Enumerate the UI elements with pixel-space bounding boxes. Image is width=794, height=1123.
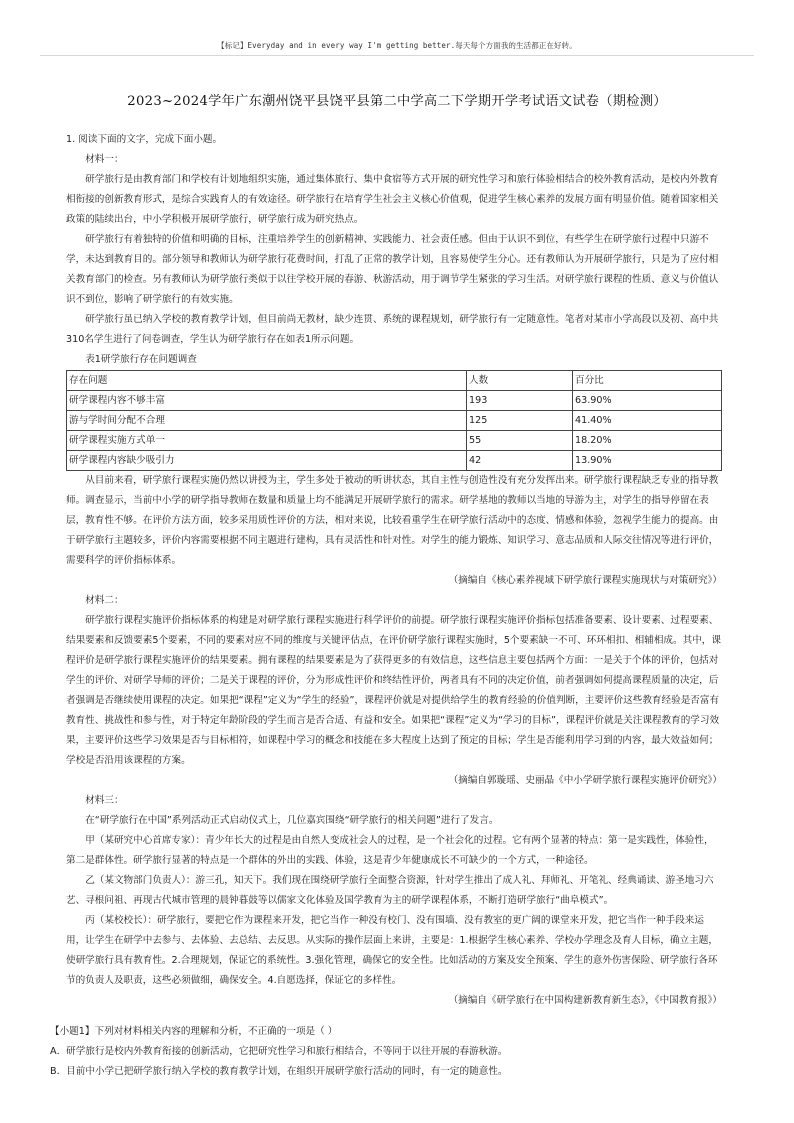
table-header-cell: 存在问题 [67, 371, 467, 391]
table-cell: 193 [467, 391, 573, 411]
question-stem: 【小题1】下列对材料相关内容的理解和分析，不正确的一项是（ ） [50, 1026, 338, 1037]
survey-table [66, 370, 722, 471]
header-motto: 【标记】Everyday and in every way I'm getting better.每天每个方面我的生活都正在好转。 [217, 41, 577, 50]
table-header-cell: 人数 [467, 371, 573, 391]
material2-paragraph: 研学旅行课程实施评价指标体系的构建是对研学旅行课程实施进行科学评价的前提。研学旅行课程实施评价指标包括准备要素、设计要素、过程要素、结果要素和反馈要素5个要素，不同的要素对应不同的维度与关键评估点，在评价研学旅行课程实施时，5个要素缺一不可、环环相扣、相辅相成。其中，课程评价是研学旅行课程实施评价的结果要素。拥有课程的结果要素是为了获得更多的有效信息，这些信息主要包括两个方面：一是关于个体的评价，包括对学生的评价、对研学导师的评价；二是关于课程的评价，分为形成性评价和终结性评价，两者具有不同的决定价值，前者强调如何提高课程质量的决定，后者强调是否继续使用课程的决定。如果把“课程”定义为“学生的经验”，课程评价就是对提供给学生的教育经验的价值判断，主要评价这些教育经验是否富有教育性、挑战性和参与性，对于特定年龄阶段的学生而言是否合适、有益和安全。如果把“课程”定义为“学习的目标”，课程评价就是关注课程教育的学习效果，主要评价这些学习效果是否与目标相符，如课程中学习的概念和技能在多大程度上达到了预定的目标；学生是否能利用学习到的内容，最大效益如何；学校是否沿用该课程的方案。 [66, 615, 721, 766]
table-row [67, 451, 722, 471]
table-cell: 42 [467, 451, 573, 471]
material2-label: 材料二： [85, 595, 124, 606]
reading-passage [66, 130, 722, 1011]
table-header-row [67, 371, 722, 391]
page-title: 2023~2024学年广东潮州饶平县饶平县第二中学高二下学期开学考试语文试卷（期检测） [127, 94, 667, 109]
material3-source: （摘编自《研学旅行在中国构建新教育新生态》，《中国教育报》） [448, 995, 722, 1006]
table-caption: 表1研学旅行存在问题调查 [85, 354, 197, 365]
table-cell: 研学课程内容缺少吸引力 [67, 451, 467, 471]
material1-paragraph: 研学旅行有着独特的价值和明确的目标，注重培养学生的创新精神、实践能力、社会责任感。但由于认识不到位，有些学生在研学旅行过程中只游不学，未达到教育目的。部分领导和教师认为研学旅行花费时间，打乱了正常的教学计划，且容易使学生分心。还有教师认为开展研学旅行，只是为了应付相关教育部门的检查。另有教师认为研学旅行类似于以往学校开展的春游、秋游活动，用于调节学生紧张的学习生活。对研学旅行课程的性质、意义与价值认识不到位，影响了研学旅行的有效实施。 [66, 234, 719, 305]
material3-label: 材料三： [85, 795, 124, 806]
material1-paragraph: 研学旅行虽已纳入学校的教育教学计划，但目前尚无教材，缺少连贯、系统的课程规划，研学旅行有一定随意性。笔者对某市小学高段以及初、高中共310名学生进行了问卷调查，学生认为研学旅行存在如表1所示问题。 [66, 314, 719, 345]
table-cell: 13.90% [573, 451, 722, 471]
table-cell: 研学课程内容不够丰富 [67, 391, 467, 411]
table-row [67, 411, 722, 431]
material3-paragraph: 乙（某文物部门负责人）：游三孔，知天下。我们现在围绕研学旅行全面整合资源，针对学生推出了成人礼、拜师礼、开笔礼、经典诵读、游圣地习六艺、寻根问祖、再现古代城市管理的晨钟暮鼓等以儒家文化体验及国学教育为主的研学课程体系，不断打造研学旅行“曲阜模式”。 [66, 875, 714, 906]
material1-paragraph: 从目前来看，研学旅行课程实施仍然以讲授为主，学生多处于被动的听讲状态，其自主性与创造性没有充分发挥出来。研学旅行课程缺乏专业的指导教师。调查显示，当前中小学的研学指导教师在数量和质量上均不能满足开展研学旅行的需求。研学基地的教师以当地的导游为主，对学生的指导停留在表层，教育性不够。在评价方法方面，较多采用质性评价的方法，相对来说，比较看重学生在研学旅行活动中的态度、情感和体验，忽视学生能力的提高。由于研学旅行主题较多，评价内容需要根据不同主题进行建构，具有灵活性和针对性。对学生的能力锻炼、知识学习、意志品质和人际交往情况等进行评价，需要科学的评价指标体系。 [66, 475, 719, 566]
option-b[interactable]: B．目前中小学已把研学旅行纳入学校的教育教学计划，在组织开展研学旅行活动的同时，有一定的随意性。 [50, 1066, 508, 1077]
header-divider [40, 55, 754, 56]
table-cell: 41.40% [573, 411, 722, 431]
table-cell: 游与学时间分配不合理 [67, 411, 467, 431]
material1-paragraph: 研学旅行是由教育部门和学校有计划地组织实施，通过集体旅行、集中食宿等方式开展的研究性学习和旅行体验相结合的校外教育活动，是校内外教育相衔接的创新教育形式，是综合实践育人的有效途径。研学旅行在培育学生社会主义核心价值观，促进学生核心素养的发展方面有明显价值。随着国家相关政策的陆续出台，中小学积极开展研学旅行，研学旅行成为研究热点。 [66, 174, 719, 225]
material1-label: 材料一： [85, 154, 124, 165]
question-intro: 1. 阅读下面的文字，完成下面小题。 [66, 134, 223, 145]
table-row [67, 431, 722, 451]
table-header-cell: 百分比 [573, 371, 722, 391]
table-cell: 研学课程实施方式单一 [67, 431, 467, 451]
material1-source: （摘编自《核心素养视域下研学旅行课程实施现状与对策研究》） [448, 575, 722, 586]
table-cell: 125 [467, 411, 573, 431]
material3-paragraph: 在“研学旅行在中国”系列活动正式启动仪式上，几位嘉宾围绕“研学旅行的相关问题”进行了发言。 [85, 815, 499, 826]
material3-paragraph: 丙（某校校长）：研学旅行，要把它作为课程来开发，把它当作一种没有校门、没有围墙、没有教室的更广阔的课堂来开发，把它当作一种手段来运用，让学生在研学中去参与、去体验、去总结、去反思。从实际的操作层面上来讲，主要是：1.根据学生核心素养、学校办学理念及育人目标，确立主题，使研学旅行具有教育性。2.合理规划，保证它的系统性。3.强化管理，确保它的安全性。比如活动的方案及安全预案、学生的意外伤害保险、研学旅行各环节的负责人及职责，这些必须做细，确保安全。4.自愿选择，保证它的多样性。 [66, 915, 718, 986]
question-block [50, 1022, 740, 1082]
table-cell: 18.20% [573, 431, 722, 451]
material2-source: （摘编自郭璇瑶、史丽晶《中小学研学旅行课程实施评价研究》） [448, 775, 722, 786]
table-cell: 63.90% [573, 391, 722, 411]
material3-paragraph: 甲（某研究中心首席专家）：青少年长大的过程是由自然人变成社会人的过程，是一个社会化的过程。它有两个显著的特点：第一是实践性，体验性，第二是群体性。研学旅行显著的特点是一个群体的外出的实践、体验，这是青少年健康成长不可缺少的一个方式，一种途径。 [66, 835, 714, 866]
table-row [67, 391, 722, 411]
table-cell: 55 [467, 431, 573, 451]
option-a[interactable]: A．研学旅行是校内外教育衔接的创新活动，它把研究性学习和旅行相结合，不等同于以往开展的春游秋游。 [50, 1046, 508, 1057]
